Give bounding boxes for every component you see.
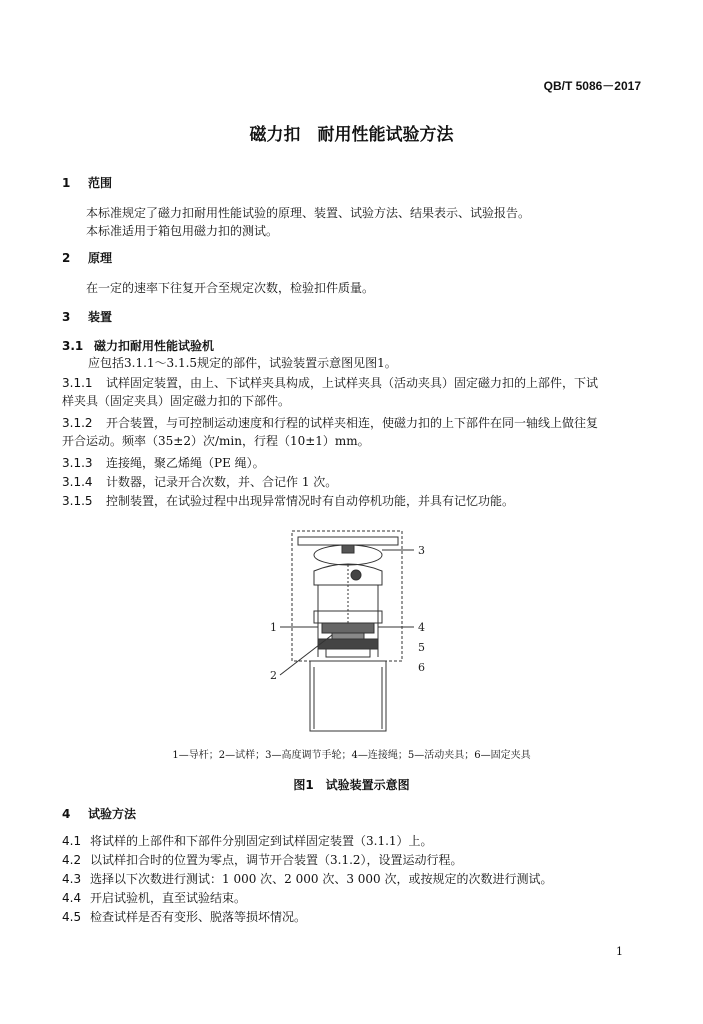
section-3-1-3-number: 3.1.3 [62, 456, 93, 470]
section-4-5-text: 检查试样是否有变形、脱落等损坏情况。 [90, 910, 307, 924]
section-4-item [62, 908, 306, 926]
section-2-number: 2 [62, 251, 71, 265]
section-3-1-heading [62, 337, 214, 354]
section-3-1-2-line-2: 开合运动。频率（35±2）次/min，行程（10±1）mm。 [62, 434, 370, 448]
base-column [310, 661, 386, 731]
section-4-item [62, 870, 553, 888]
section-4-title: 试验方法 [88, 807, 137, 821]
section-4-item [62, 889, 246, 907]
section-3-1-4-text: 计数器，记录开合次数，并、合记作 1 次。 [106, 475, 338, 489]
section-4-2-text: 以试样扣合时的位置为零点，调节开合装置（3.1.2），设置运动行程。 [90, 853, 463, 867]
section-4-number: 4 [62, 807, 71, 821]
page-number: 1 [616, 945, 623, 958]
section-4-item [62, 851, 463, 869]
section-3-1-1-line-1 [62, 374, 598, 392]
section-1-paragraph-1: 本标准规定了磁力扣耐用性能试验的原理、装置、试验方法、结果表示、试验报告。 [86, 206, 531, 220]
section-4-3-text: 选择以下次数进行测试：1 000 次、2 000 次、3 000 次，或按规定的次数进行测试。 [90, 872, 553, 886]
section-3-1-5-text: 控制装置，在试验过程中出现异常情况时有自动停机功能，并具有记忆功能。 [106, 494, 515, 508]
figure-label-1: 1 [270, 621, 277, 634]
section-1-number: 1 [62, 176, 71, 190]
section-3-number: 3 [62, 310, 71, 324]
fixed-clamp [318, 639, 378, 649]
figure-label-6: 6 [418, 661, 425, 674]
section-2-heading [62, 249, 112, 266]
section-3-1-3-text: 连接绳，聚乙烯绳（PE 绳）。 [106, 456, 265, 470]
section-1-title: 范围 [88, 176, 113, 190]
section-4-4-text: 开启试验机，直至试验结束。 [90, 891, 247, 905]
section-3-1-5 [62, 492, 514, 510]
figure-label-3: 3 [418, 544, 425, 557]
section-4-1-text: 将试样的上部件和下部件分别固定到试样固定装置（3.1.1）上。 [90, 834, 433, 848]
section-2-title: 原理 [88, 251, 113, 265]
clamp-base [326, 649, 370, 657]
section-3-heading [62, 308, 112, 325]
section-3-1-1-line-2: 样夹具（固定夹具）固定磁力扣的下部件。 [62, 394, 291, 408]
section-3-1-4-number: 3.1.4 [62, 475, 93, 489]
section-4-4-number: 4.4 [62, 891, 82, 905]
section-3-1-2-line-1 [62, 414, 598, 432]
top-plate [298, 537, 398, 545]
section-4-item [62, 832, 433, 850]
handwheel-hub [342, 545, 354, 553]
section-3-1-2-text: 开合装置，与可控制运动速度和行程的试样夹相连，使磁力扣的上下部件在同一轴线上做往复 [106, 416, 599, 430]
figure-caption: 1—导杆；2—试样；3—高度调节手轮；4—连接绳；5—活动夹具；6—固定夹具 [172, 750, 531, 761]
section-3-1-text: 应包括3.1.1～3.1.5规定的部件，试验装置示意图见图1。 [88, 356, 397, 370]
section-3-1-5-number: 3.1.5 [62, 494, 93, 508]
section-3-1-number: 3.1 [62, 339, 84, 353]
section-3-1-1-text: 试样固定装置，由上、下试样夹具构成，上试样夹具（活动夹具）固定磁力扣的上部件，下试 [106, 376, 599, 390]
figure-title: 图1 试验装置示意图 [293, 778, 410, 792]
section-3-1-4 [62, 473, 337, 491]
figure-label-2: 2 [270, 669, 277, 682]
section-3-1-3 [62, 454, 265, 472]
dome-knob [351, 570, 361, 580]
section-1-paragraph-2: 本标准适用于箱包用磁力扣的测试。 [86, 224, 279, 238]
section-3-1-2-number: 3.1.2 [62, 416, 93, 430]
figure-label-5: 5 [418, 641, 425, 654]
standard-code: QB/T 5086－2017 [543, 79, 641, 93]
section-4-heading [62, 805, 136, 822]
apparatus-figure [262, 525, 442, 735]
section-2-paragraph-1: 在一定的速率下往复开合至规定次数，检验扣件质量。 [86, 281, 375, 295]
page-title: 磁力扣 耐用性能试验方法 [249, 125, 454, 145]
figure-label-4: 4 [418, 621, 425, 634]
moving-clamp [322, 623, 374, 633]
section-3-1-1-number: 3.1.1 [62, 376, 93, 390]
section-4-1-number: 4.1 [62, 834, 82, 848]
section-3-1-title: 磁力扣耐用性能试验机 [94, 339, 215, 353]
leader-2 [280, 635, 332, 675]
specimen [332, 633, 364, 639]
section-3-title: 装置 [88, 310, 113, 324]
section-1-heading [62, 174, 112, 191]
section-4-5-number: 4.5 [62, 910, 82, 924]
section-4-3-number: 4.3 [62, 872, 82, 886]
section-4-2-number: 4.2 [62, 853, 82, 867]
